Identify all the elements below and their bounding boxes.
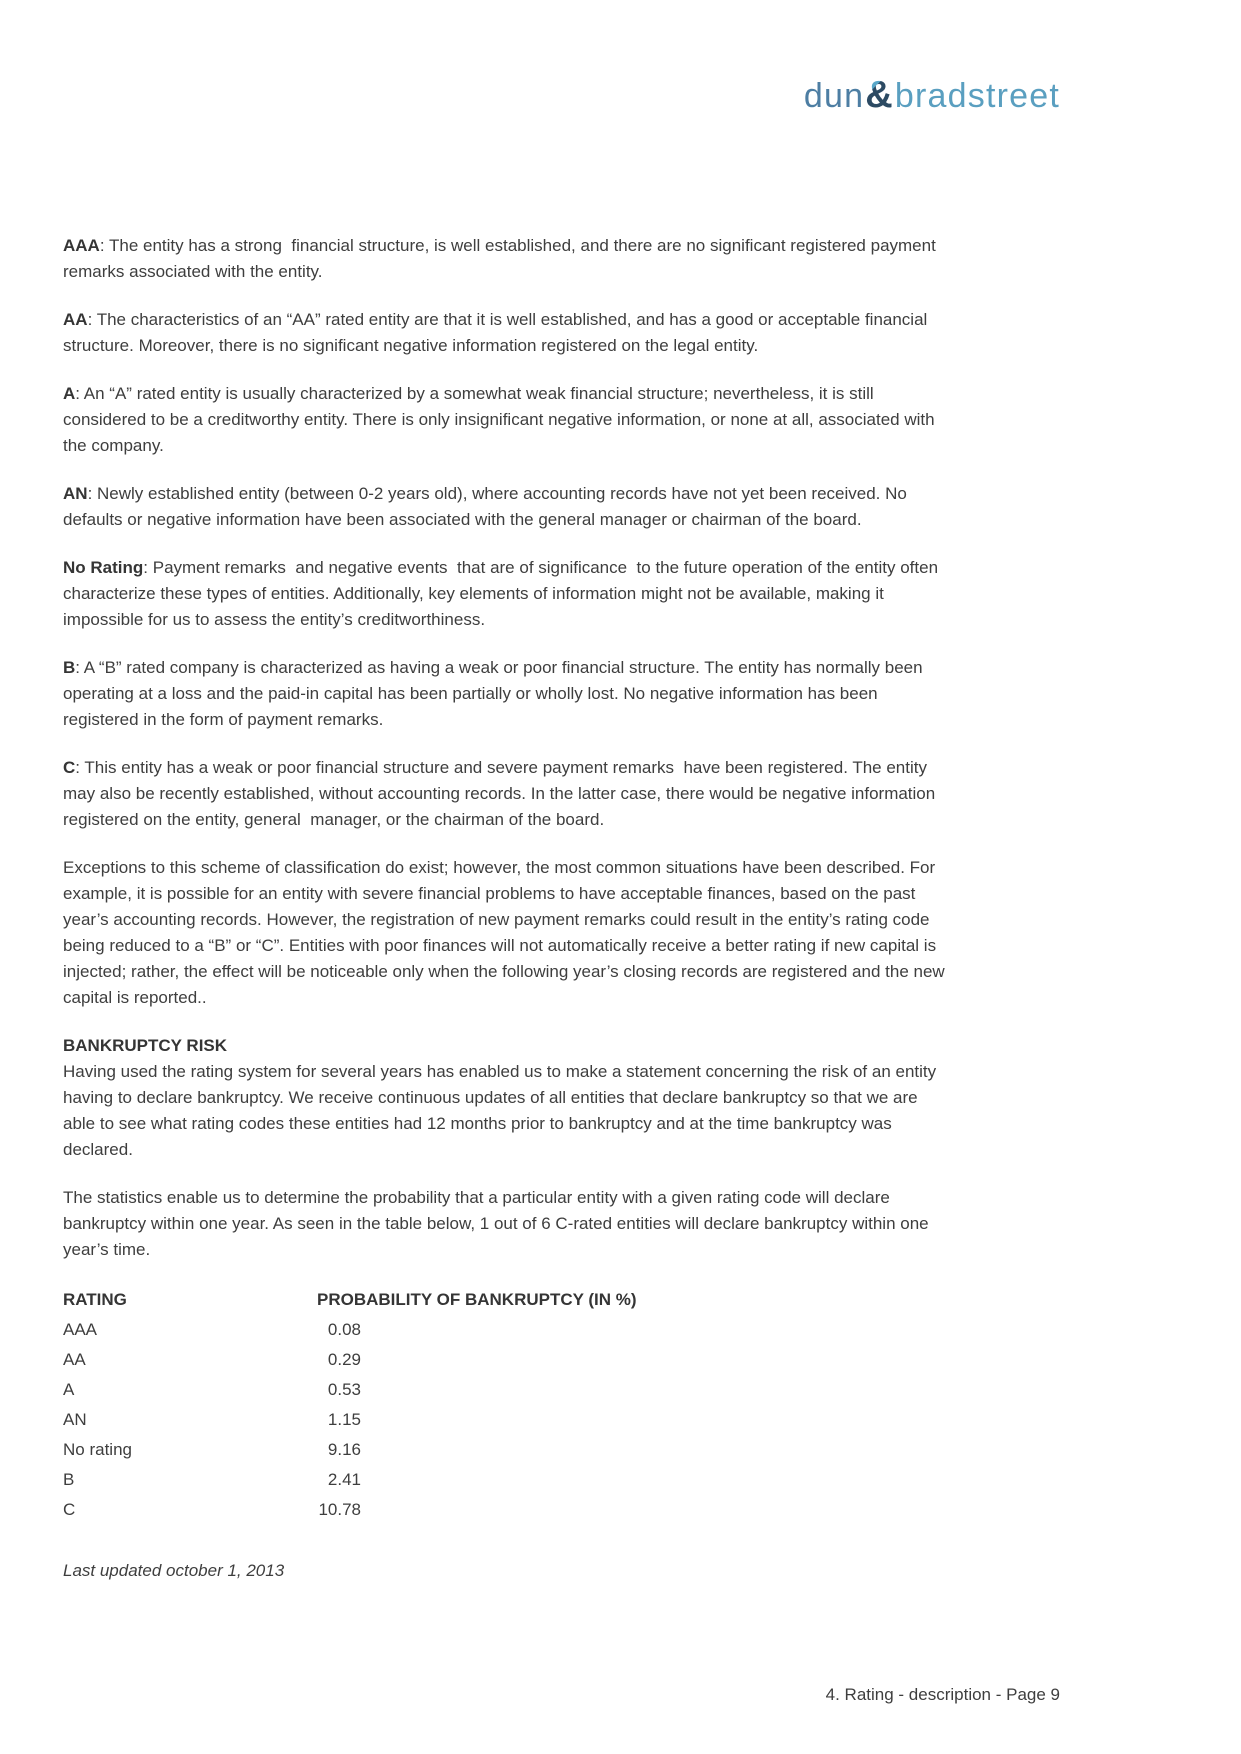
table-row [63, 1315, 945, 1345]
page-footer: 4. Rating - description - Page 9 [825, 1685, 1060, 1704]
rating-cell: AA [63, 1350, 86, 1369]
rating-term-b: B [63, 658, 76, 677]
table-header-row [63, 1285, 945, 1315]
rating-cell: C [63, 1500, 76, 1519]
last-updated-note: Last updated october 1, 2013 [63, 1561, 285, 1580]
bankruptcy-risk-heading: BANKRUPTCY RISK [63, 1036, 228, 1055]
table-row [63, 1435, 945, 1465]
probability-cell: 10.78 [318, 1500, 361, 1519]
rating-definition-a [63, 381, 945, 459]
probability-cell: 1.15 [327, 1410, 361, 1429]
rating-cell: A [63, 1380, 75, 1399]
rating-definition-an [63, 481, 945, 533]
rating-text-aa: : The characteristics of an “AA” rated entity are that it is well established, and has a good or acceptable financial structure. Moreover, there is no significant negative information registered on the legal entity. [63, 310, 933, 355]
rating-definition-no-rating [63, 555, 945, 633]
table-row [63, 1345, 945, 1375]
rating-term-an: AN [63, 484, 88, 503]
rating-cell: No rating [63, 1440, 132, 1459]
rating-term-aa: AA [63, 310, 88, 329]
probability-cell: 9.16 [327, 1440, 361, 1459]
logo-ampersand-icon: & [865, 74, 894, 116]
rating-term-a: A [63, 384, 76, 403]
rating-text-c: : This entity has a weak or poor financial structure and severe payment remarks have been registered. The entity may also be recently established, without accounting records. In the latter case, there would be negative information registered on the entity, general manager, or the chairman of the board. [63, 758, 940, 829]
rating-text-an: : Newly established entity (between 0-2 years old), where accounting records have not yet been received. No defaults or negative information have been associated with the general manager or chairman of the board. [63, 484, 912, 529]
table-row [63, 1495, 945, 1525]
rating-text-aaa: : The entity has a strong financial structure, is well established, and there are no significant registered payment remarks associated with the entity. [63, 236, 941, 281]
rating-cell: AN [63, 1410, 87, 1429]
bankruptcy-paragraph-1: Having used the rating system for several years has enabled us to make a statement concerning the risk of an entity having to declare bankruptcy. We receive continuous updates of all entities that declare bankruptcy so that we are able to see what rating codes these entities had 12 months prior to bankruptcy and at the time bankruptcy was declared. [63, 1062, 941, 1159]
rating-cell: B [63, 1470, 75, 1489]
rating-column-header: RATING [63, 1290, 127, 1309]
rating-cell: AAA [63, 1320, 98, 1339]
rating-definition-c [63, 755, 945, 833]
probability-column-header: PROBABILITY OF BANKRUPTCY (IN %) [317, 1290, 637, 1309]
exceptions-paragraph: Exceptions to this scheme of classification do exist; however, the most common situations have been described. For example, it is possible for an entity with severe financial problems to have acceptable finances, based on the past year’s accounting records. However, the registration of new payment remarks could result in the entity’s rating code being reduced to a “B” or “C”. Entities with poor finances will not automatically receive a better rating if new capital is injected; rather, the effect will be noticeable only when the following year’s closing records are registered and the new capital is reported.. [63, 858, 950, 1007]
rating-text-a: : An “A” rated entity is usually characterized by a somewhat weak financial structure; nevertheless, it is still considered to be a creditworthy entity. There is only insignificant negative information, or none at all, associated with the company. [63, 384, 940, 455]
page-body [63, 0, 950, 1584]
table-row [63, 1405, 945, 1435]
table-row [63, 1465, 945, 1495]
probability-cell: 0.08 [327, 1320, 361, 1339]
rating-text-b: : A “B” rated company is characterized as having a weak or poor financial structure. The entity has normally been operating at a loss and the paid-in capital has been partially or wholly lost. No negative information has been registered in the form of payment remarks. [63, 658, 928, 729]
bankruptcy-paragraph-2: The statistics enable us to determine the probability that a particular entity with a given rating code will declare bankruptcy within one year. As seen in the table below, 1 out of 6 C-rated entities will declare bankruptcy within one year’s time. [63, 1188, 934, 1259]
probability-cell: 0.53 [327, 1380, 361, 1399]
logo-bradstreet-text: bradstreet [894, 77, 1060, 115]
rating-text-no-rating: : Payment remarks and negative events that are of significance to the future operation of the entity often characterize these types of entities. Additionally, key elements of information might not be available, making it impossible for us to assess the entity’s creditworthiness. [63, 558, 943, 629]
rating-definition-b [63, 655, 945, 733]
table-row [63, 1375, 945, 1405]
rating-term-no-rating: No Rating [63, 558, 144, 577]
rating-definition-aa [63, 307, 945, 359]
rating-term-c: C [63, 758, 76, 777]
bankruptcy-probability-table [63, 1285, 945, 1525]
probability-cell: 0.29 [327, 1350, 361, 1369]
probability-cell: 2.41 [327, 1470, 361, 1489]
rating-definition-aaa [63, 233, 945, 285]
rating-term-aaa: AAA [63, 236, 100, 255]
logo-dun-text: dun [803, 77, 865, 115]
